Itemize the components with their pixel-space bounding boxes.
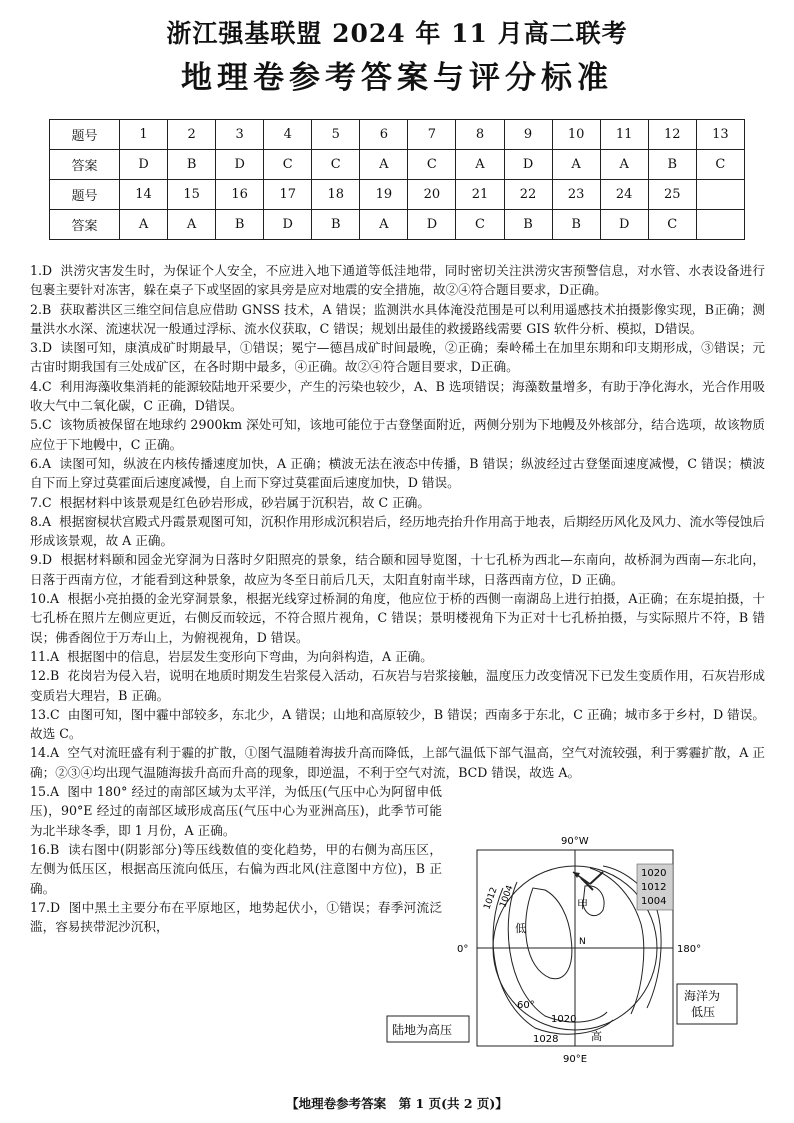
answer-cell: D — [216, 150, 264, 180]
answer-cell: C — [264, 150, 312, 180]
explanation-item — [30, 589, 765, 647]
item-text: 读右图中(阴影部分)等压线数值的变化 — [68, 841, 287, 857]
land-annotation-text: 陆地为高压 — [392, 1023, 453, 1037]
answer-cell: D — [408, 210, 456, 240]
answer-cell: B — [312, 210, 360, 240]
answer-cell — [696, 210, 744, 240]
item-number: 2.B — [30, 301, 52, 317]
answer-cell: D — [600, 210, 648, 240]
item-text: 读图可知，纵波在内核传播速度加快，A 正确；横波无法在液态中传播，B 错误；纵波经过古登堡面速度减 — [59, 455, 662, 471]
wind-arrow-icon — [581, 872, 603, 890]
explanation-item — [30, 512, 765, 551]
explanation-item — [30, 840, 442, 898]
answer-cell: A — [456, 150, 504, 180]
item-number: 17.D — [30, 899, 61, 915]
answer-cell: B — [216, 210, 264, 240]
answer-cell: A — [552, 150, 600, 180]
answer-cell: D — [120, 150, 168, 180]
item-text: 洪涝灾害发生时，为保证个人安全，不应进入地下通道等低洼地带，同时密切关注洪涝灾害预警信息，对 — [60, 263, 650, 278]
item-text-cont: 结合选项，故该物质应位于下地幔中，C 正确。 — [30, 417, 765, 452]
item-text: 利用海藻收集消耗的能源较陆地开采要少，产生的污染也较少，A、B 选项错误；海藻数量增多，有助于净 — [59, 378, 652, 394]
explanation-item — [30, 377, 765, 416]
item-text: 根据材料颐和园金光穿洞为日落时夕阳照亮的景象，结合颐和园导览图，十七孔桥为西北—东南向，故 — [60, 552, 638, 568]
answer-cell: A — [120, 210, 168, 240]
item-number: 10.A — [30, 591, 60, 607]
longitude-top-label: 90°W — [561, 836, 589, 847]
isobar-label: 1020 — [551, 1014, 577, 1025]
isobar-line — [526, 888, 572, 979]
item-number: 3.D — [30, 340, 53, 356]
answer-cell: B — [504, 210, 552, 240]
item-text-cont: 强，利于雾霾扩散，A 正确；②③④均出现气温随海拔升高而升高的现象，即逆温，不利于空气对流，BCD 错误，故选 A。 — [30, 745, 765, 780]
answer-cell: C — [312, 150, 360, 180]
explanation-item — [30, 647, 765, 666]
table-row — [50, 120, 745, 150]
item-text-cont: 化及风力、流水等侵蚀后形成该景观，故 A 正确。 — [30, 513, 765, 549]
question-number: 13 — [696, 120, 744, 150]
question-number: 11 — [600, 120, 648, 150]
item-text: 读图可知，康滇成矿时期最早，①错误；冕宁—德昌成矿时间最晚，②正确；秦岭稀土在加里东期和印支 — [60, 340, 650, 356]
question-number: 23 — [552, 180, 600, 210]
item-text-cont: 影像实现，B正确；测量洪水水深、流速状况一般通过浮标、流水仪获取，C 错误；规划出最佳的救援路线需要 GIS 软件分析、模拟，D错误。 — [30, 301, 765, 336]
item-text: 花岗岩为侵入岩，说明在地质时期发生岩浆侵入活动，石灰岩与岩浆接触，温度压力改变情况下已发生 — [67, 668, 639, 684]
item-text-cont: 化海水，光合作用吸收大气中二氧化碳，C 正确，D错误。 — [30, 378, 765, 414]
item-number: 5.C — [30, 417, 52, 433]
answer-cell: A — [600, 150, 648, 180]
answer-cell: C — [648, 210, 696, 240]
isobar-label: 1028 — [533, 1034, 559, 1045]
item-number: 4.C — [30, 378, 52, 394]
item-text: 根据图中的信息，岩层发生变形向下弯曲，为向斜构造，A 正确。 — [67, 648, 433, 664]
question-number: 14 — [120, 180, 168, 210]
item-text-cont: 小，①错误；春季河流泛滥，容易挟带泥沙沉积， — [30, 899, 443, 935]
isobar-label: 1012 — [641, 882, 667, 893]
explanation-item — [30, 415, 765, 454]
item-number: 15.A — [30, 784, 60, 800]
explanation-item — [30, 782, 442, 840]
question-number — [696, 180, 744, 210]
jia-label: 甲 — [577, 898, 588, 911]
table-row — [50, 210, 745, 240]
longitude-right-label: 180° — [677, 944, 702, 955]
latitude-label: 60° — [517, 1000, 535, 1011]
item-text: 由图可知，图中霾中部较多，东北少，A 错误；山地和高原较少，B 错误；西南多于东北，C 正确；城市多于 — [67, 706, 676, 722]
answer-cell: C — [696, 150, 744, 180]
answer-cell: B — [168, 150, 216, 180]
item-number: 11.A — [30, 648, 60, 664]
item-number: 14.A — [30, 745, 60, 761]
item-text: 根据窗棂状宫殿式丹霞景观图可知，沉积作用形成沉积岩后，经历地壳抬升作用高于地表，后期经历风 — [59, 513, 627, 529]
explanation-item — [30, 743, 765, 782]
question-number: 8 — [456, 120, 504, 150]
question-number: 19 — [360, 180, 408, 210]
item-text: 获取蓄洪区三维空间信息应借助 GNSS 技术，A 错误；监测洪水具体淹没范围是可以利用遥感技术拍摄 — [59, 301, 642, 317]
explanation-item — [30, 550, 765, 589]
question-number: 10 — [552, 120, 600, 150]
row-label: 答案 — [50, 210, 120, 240]
answer-cell: A — [360, 150, 408, 180]
explanation-item — [30, 666, 765, 705]
question-number: 7 — [408, 120, 456, 150]
explanation-item — [30, 898, 442, 937]
question-number: 20 — [408, 180, 456, 210]
item-number: 1.D — [30, 263, 53, 278]
table-row — [50, 150, 745, 180]
item-number: 7.C — [30, 494, 52, 510]
answer-cell: C — [408, 150, 456, 180]
explanation-item — [30, 338, 765, 377]
explanation-item — [30, 705, 765, 744]
item-text: 图中 180° 经过的南部区域为太平洋，为低 — [67, 784, 310, 800]
longitude-left-label: 0° — [457, 944, 469, 955]
question-number: 25 — [648, 180, 696, 210]
question-number: 15 — [168, 180, 216, 210]
explanation-item — [30, 454, 765, 493]
item-text-cont: 正确；在东堤拍摄，十七孔桥在照片左侧应更近，右侧反而较远，不符合照片视角，C 错误；景明楼视角下为正对十七孔桥拍摄，与实际照片不符，B 错误；佛香阁位于万寿山上，为俯视视角，D 错误。 — [30, 591, 765, 645]
question-number: 6 — [360, 120, 408, 150]
explanation-item — [30, 300, 765, 339]
north-pole-label: N — [579, 937, 586, 947]
answer-cell: C — [456, 210, 504, 240]
answer-cell: B — [552, 210, 600, 240]
isobar-label: 1020 — [641, 868, 667, 879]
item-number: 16.B — [30, 841, 60, 857]
question-number: 21 — [456, 180, 504, 210]
isobar-label: 1004 — [498, 884, 516, 910]
item-text: 空气对流旺盛有利于霾的扩散，①图气温随着海拔升高而降低，上部气温低下部气温高，空气对流较 — [67, 745, 626, 761]
answer-key-title: 地理卷参考答案与评分标准 — [181, 60, 613, 96]
item-text-cont: 桥洞为西南—东北向，日落于西南方位，才能看到这种景象，故应为冬至日前后几天，太阳直射南半球，日落西南方位，D 正确。 — [30, 552, 766, 587]
question-number: 5 — [312, 120, 360, 150]
question-number: 24 — [600, 180, 648, 210]
item-text-cont: 变质作用，石灰岩形成变质岩大理岩，B 正确。 — [30, 668, 765, 703]
item-text-cont: 水管、水表设备进行包裹主要针对冻害，躲在桌子下或坚固的家具旁是应对地震的安全措施，故②④符合题目要求，D正确。 — [30, 263, 766, 298]
question-number: 1 — [120, 120, 168, 150]
high-pressure-label: 高 — [591, 1030, 602, 1043]
low-pressure-label: 低 — [515, 922, 526, 935]
ocean-annotation-text: 低压 — [691, 1005, 716, 1019]
exam-title: 浙江强基联盟 2024 年 11 月高二联考 — [166, 19, 628, 48]
question-number: 16 — [216, 180, 264, 210]
row-label: 题号 — [50, 180, 120, 210]
item-text-cont: 慢，C 错误；横波自下而上穿过莫霍面后速度减慢，自上而下穿过莫霍面后速度加快，D 错误。 — [30, 455, 765, 491]
item-text: 该物质被保留在地球约 2900km 深处可知，该地可能位于古登堡面附近，两侧分别为下地幔及外核部分， — [59, 417, 652, 433]
answer-cell: D — [264, 210, 312, 240]
question-number: 4 — [264, 120, 312, 150]
longitude-bottom-label: 90°E — [563, 1054, 588, 1065]
item-text-cont: 趋势，甲的右侧为高压区，左侧为低压区，根据高压流向低压，右偏为西北风(注意图中方位)，B 正确。 — [30, 841, 442, 896]
isobar-label: 1012 — [482, 886, 500, 912]
isobar-map — [385, 828, 765, 1068]
question-number: 9 — [504, 120, 552, 150]
item-number: 12.B — [30, 668, 60, 684]
item-number: 6.A — [30, 455, 52, 471]
item-text: 根据小亮拍摄的金光穿洞景象，根据光线穿过桥洞的角度，他应位于桥的西侧一南湖岛上进行拍摄，A — [67, 591, 638, 607]
answer-table — [49, 119, 745, 240]
item-text-cont: 期形成，③错误；元古宙时期我国有三处成矿区，在各时期中最多，④正确。故②④符合题目要求，D正确。 — [30, 340, 766, 375]
isobar-label: 1004 — [641, 896, 667, 907]
row-label: 答案 — [50, 150, 120, 180]
row-label: 题号 — [50, 120, 120, 150]
answer-cell: D — [504, 150, 552, 180]
answer-cell: A — [168, 210, 216, 240]
item-text: 图中黑土主要分布在平原地区，地势起伏 — [68, 899, 301, 915]
item-text: 根据材料中该景观是红色砂岩形成，砂岩属于沉积岩，故 C 正确。 — [59, 494, 430, 510]
explanation-item — [30, 493, 765, 512]
question-number: 3 — [216, 120, 264, 150]
explanation-item — [30, 261, 765, 300]
item-text-cont: 乡村，D 错误。故选 C。 — [30, 706, 765, 742]
item-number: 13.C — [30, 706, 60, 722]
table-row — [50, 180, 745, 210]
answer-cell: B — [648, 150, 696, 180]
isobar-line — [493, 888, 613, 1034]
item-text-cont: 压(气压中心为阿留申低压)，90°E 经过的南部区域形成高压(气压中心为亚洲高压)，此季节可能为北半球冬季，即 1 月份，A 正确。 — [30, 784, 443, 838]
ocean-annotation-text: 海洋为 — [684, 989, 721, 1003]
question-number: 12 — [648, 120, 696, 150]
item-number: 8.A — [30, 513, 52, 529]
page-footer: 【地理卷参考答案 第 1 页(共 2 页)】 — [286, 1096, 508, 1111]
item-number: 9.D — [30, 552, 53, 568]
question-number: 18 — [312, 180, 360, 210]
answer-cell: A — [360, 210, 408, 240]
question-number: 17 — [264, 180, 312, 210]
question-number: 2 — [168, 120, 216, 150]
question-number: 22 — [504, 180, 552, 210]
